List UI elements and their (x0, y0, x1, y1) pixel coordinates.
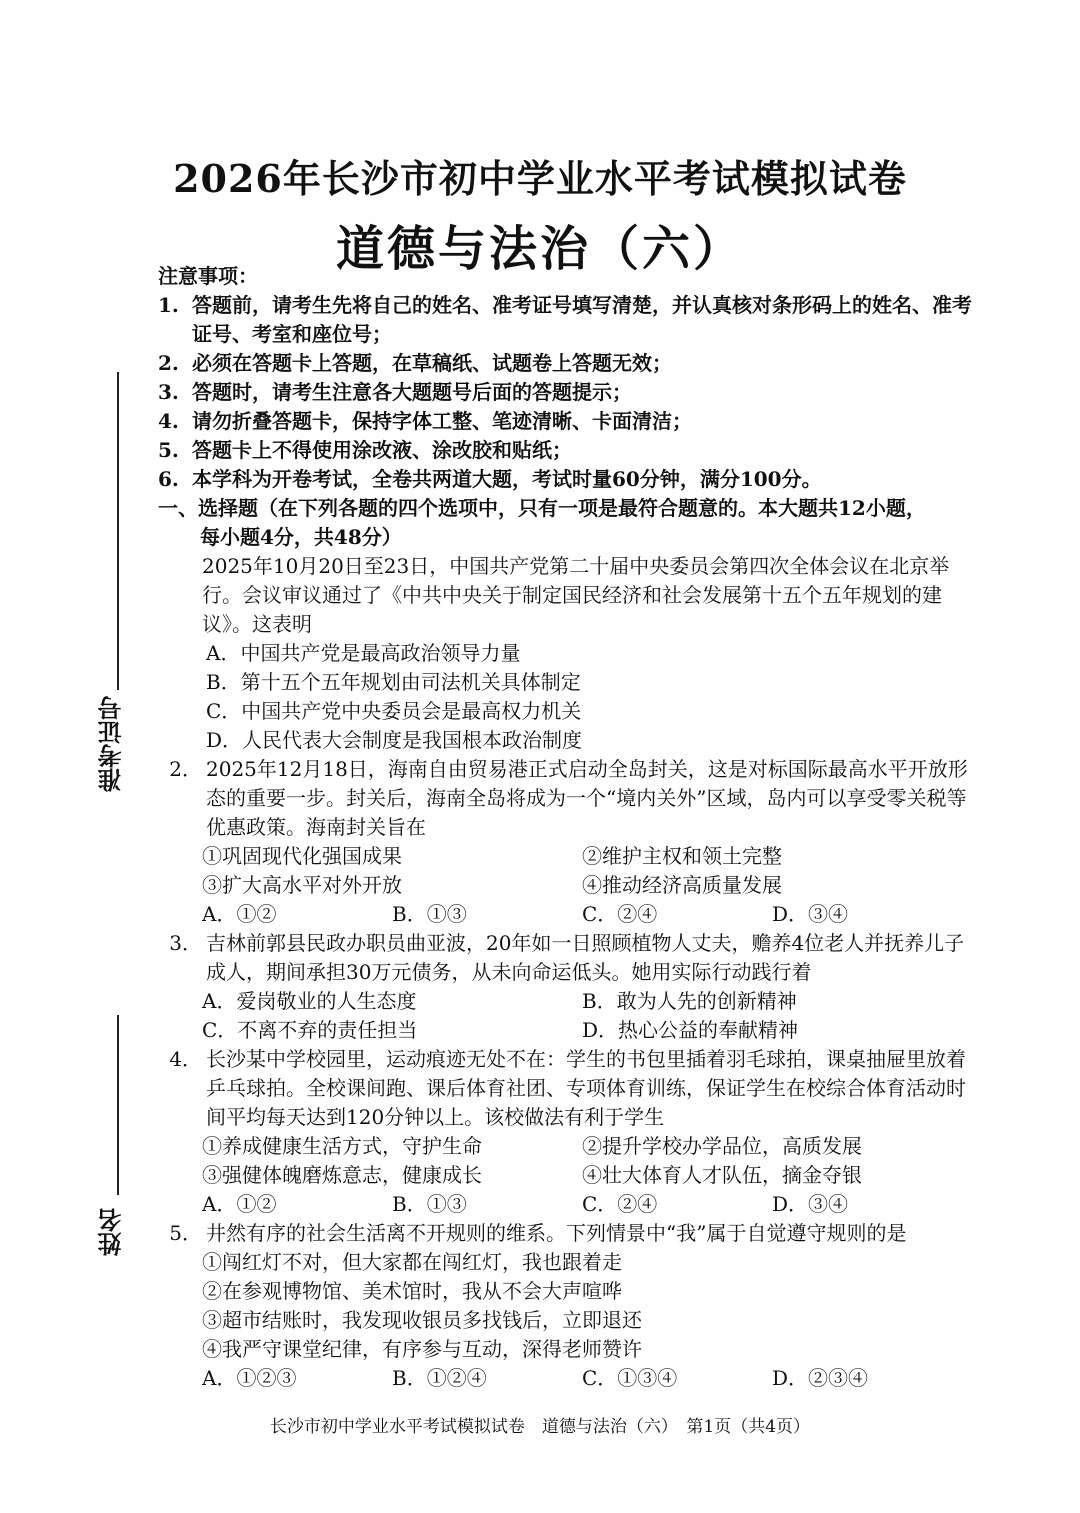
notice-item: 2. 必须在答题卡上答题，在草稿纸、试题卷上答题无效； (158, 351, 672, 375)
question-4: 4． 长沙某中学校园里，运动痕迹无处不在：学生的书包里插着羽毛球拍，课桌抽屉里放着乒乓球拍。全校课间跑、课后体育社团、专项体育训练，保证学生在校综合体育活动时间平均每天达到120分钟以上。该校做法有利于学生 (169, 1047, 966, 1129)
notice-item: 1. 答题前，请考生先将自己的姓名、准考证号填写清楚，并认真核对条形码上的姓名、准考证号、考室和座位号； (158, 293, 972, 346)
question-5-item: ①闯红灯不对，但大家都在闯红灯，我也跟着走 (202, 1250, 622, 1274)
question-4-choices: A．①② B．①③ C．②④ D．③④ (202, 1192, 849, 1216)
question-4-items: ③强健体魄磨炼意志，健康成长 ④壮大体育人才队伍，摘金夺银 (202, 1163, 862, 1187)
exam-title: 2026年长沙市初中学业水平考试模拟试卷 (173, 156, 907, 201)
exam-content (158, 262, 980, 1393)
question-5-item: ③超市结账时，我发现收银员多找钱后，立即退还 (202, 1308, 642, 1332)
question-5-choices: A．①②③ B．①②④ C．①③④ D．②③④ (202, 1366, 869, 1390)
question-1-option: D．人民代表大会制度是我国根本政治制度 (206, 728, 583, 752)
binding-line-middle (117, 1015, 119, 1195)
question-2-items: ③扩大高水平对外开放 ④推动经济高质量发展 (202, 873, 782, 897)
notice-item: 6. 本学科为开卷考试，全卷共两道大题，考试时量60分钟，满分100分。 (158, 467, 822, 491)
binding-line-top (117, 372, 119, 690)
question-1-stem: 2025年10月20日至23日，中国共产党第二十届中央委员会第四次全体会议在北京举行。会议审议通过了《中共中央关于制定国民经济和社会发展第十五个五年规划的建议》。这表明 (202, 554, 950, 636)
section-heading: 一、选择题（在下列各题的四个选项中，只有一项是最符合题意的。本大题共12小题， 每小题4分，共48分） (158, 496, 926, 549)
notice-item: 3. 答题时，请考生注意各大题题号后面的答题提示； (158, 380, 632, 404)
question-4-items: ①养成健康生活方式，守护生命 ②提升学校办学品位，高质发展 (202, 1134, 862, 1158)
sidebar-exam-number-label: 准考证号 (97, 696, 126, 792)
question-3-options: A．爱岗敬业的人生态度 B．敢为人先的创新精神 (202, 989, 797, 1013)
subject-title: 道德与法治（六） (335, 221, 744, 277)
sidebar-name-label: 姓名 (97, 1208, 126, 1256)
question-1-option: B．第十五个五年规划由司法机关具体制定 (206, 670, 581, 694)
notice-heading: 注意事项： (158, 264, 258, 288)
question-5-item: ②在参观博物馆、美术馆时，我从不会大声喧哗 (202, 1279, 622, 1303)
question-3: 3． 吉林前郭县民政办职员曲亚波，20年如一日照顾植物人丈夫，赡养4位老人并抚养儿子成人，期间承担30万元债务，从未向命运低头。她用实际行动践行着 (169, 931, 965, 984)
question-3-options: C．不离不弃的责任担当 D．热心公益的奉献精神 (202, 1018, 799, 1042)
question-5-item: ④我严守课堂纪律，有序参与互动，深得老师赞许 (202, 1337, 642, 1361)
question-1-option: A．中国共产党是最高政治领导力量 (206, 641, 521, 665)
question-2-items: ①巩固现代化强国成果 ②维护主权和领土完整 (202, 844, 782, 868)
question-2-choices: A．①② B．①③ C．②④ D．③④ (202, 902, 849, 926)
notice-item: 5. 答题卡上不得使用涂改液、涂改胶和贴纸； (158, 438, 572, 462)
question-2: 2． 2025年12月18日，海南自由贸易港正式启动全岛封关，这是对标国际最高水平开放形态的重要一步。封关后，海南全岛将成为一个“境内关外”区域，岛内可以享受零关税等优惠政策。海南封关旨在 (169, 757, 968, 839)
question-1-option: C．中国共产党中央委员会是最高权力机关 (206, 699, 582, 723)
page-footer: 长沙市初中学业水平考试模拟试卷 道德与法治（六） 第1页（共4页） (269, 1417, 811, 1437)
question-5: 5． 井然有序的社会生活离不开规则的维系。下列情景中“我”属于自觉遵守规则的是 (169, 1221, 907, 1245)
notice-item: 4. 请勿折叠答题卡，保持字体工整、笔迹清晰、卡面清洁； (158, 409, 692, 433)
